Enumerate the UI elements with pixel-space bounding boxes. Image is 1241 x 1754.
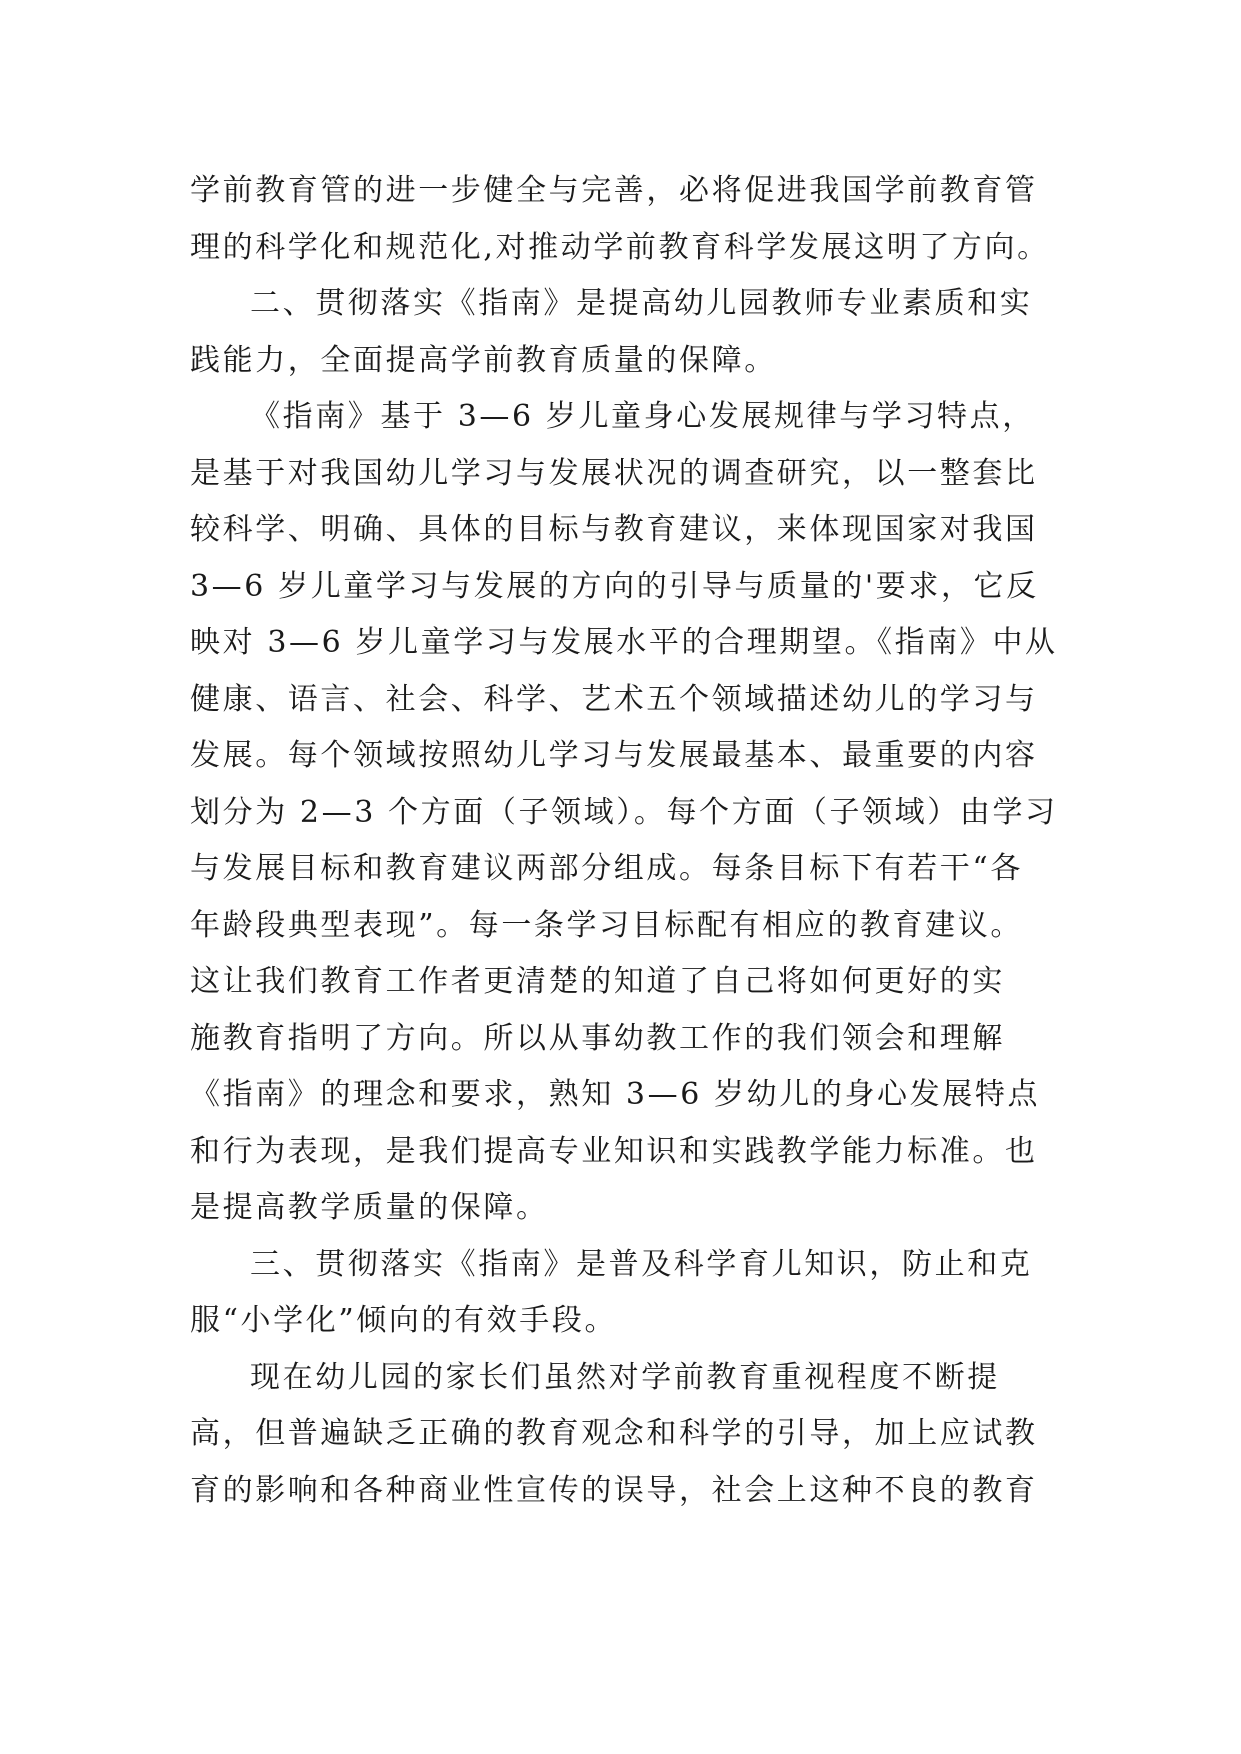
heading-point-three [190,1237,1050,1350]
text-line: 这让我们教育工作者更清楚的知道了自己将如何更好的实 [190,964,1005,999]
text-line: 与发展目标和教育建议两部分组成。每条目标下有若干“各 [190,851,1023,886]
text-line: 三、贯彻落实《指南》是普及科学育儿知识，防止和克 [250,1246,1033,1282]
text-line: 育的影响和各种商业性宣传的误导，社会上这种不良的教育 [190,1472,1038,1508]
text-line: 映对 3—6 岁儿童学习与发展水平的合理期望。《指南》中从 [190,625,1058,660]
text-line: 划分为 2—3 个方面（子领域）。每个方面（子领域）由学习 [190,794,1058,830]
text-line: 是提高教学质量的保障。 [190,1190,549,1225]
text-line: 二、贯彻落实《指南》是提高幼儿园教师专业素质和实 [250,286,1033,321]
text-line: 现在幼儿园的家长们虽然对学前教育重视程度不断提 [250,1359,1000,1395]
text-line: 健康、语言、社会、科学、艺术五个领域描述幼儿的学习与 [190,681,1038,717]
text-line: 学前教育管的进一步健全与完善，必将促进我国学前教育管 [190,173,1038,208]
text-line: 《指南》基于 3—6 岁儿童身心发展规律与学习特点， [250,399,1035,434]
text-line: 3—6 岁儿童学习与发展的方向的引导与质量的'要求，它反 [190,568,1039,604]
text-line: 践能力，全面提高学前教育质量的保障。 [190,342,777,378]
heading-point-two [190,276,1050,389]
text-line: 理的科学化和规范化,对推动学前教育科学发展这明了方向。 [190,229,1050,265]
paragraph-management-closing [190,163,1050,276]
text-line: 较科学、明确、具体的目标与教育建议，来体现国家对我国 [190,512,1038,547]
document-body [190,163,1058,1519]
text-line: 年龄段典型表现”。每一条学习目标配有相应的教育建议。 [190,907,1023,943]
text-line: 高，但普遍缺乏正确的教育观念和科学的引导，加上应试教 [190,1416,1038,1451]
paragraph-parents-concerns [190,1350,1050,1520]
text-line: 发展。每个领域按照幼儿学习与发展最基本、最重要的内容 [190,738,1038,773]
text-line: 和行为表现，是我们提高专业知识和实践教学能力标准。也 [190,1133,1038,1169]
text-line: 施教育指明了方向。所以从事幼教工作的我们领会和理解 [190,1020,1005,1056]
paragraph-guide-description [190,389,1058,1237]
text-line: 服“小学化”倾向的有效手段。 [190,1303,618,1338]
text-line: 《指南》的理念和要求，熟知 3—6 岁幼儿的身心发展特点 [190,1077,1041,1112]
text-line: 是基于对我国幼儿学习与发展状况的调查研究，以一整套比 [190,455,1038,491]
